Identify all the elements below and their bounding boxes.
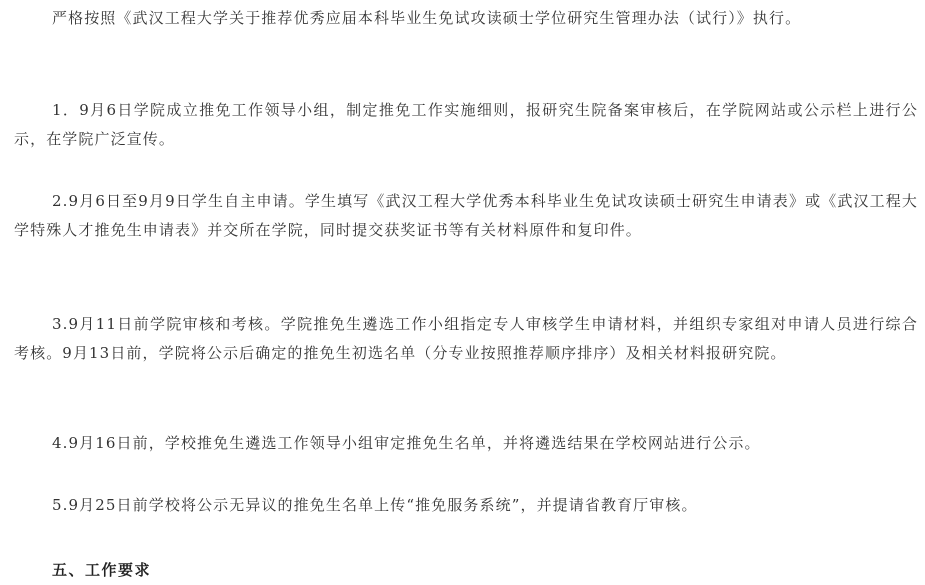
step-1-paragraph: 1．9月6日学院成立推免工作领导小组，制定推免工作实施细则，报研究生院备案审核后，在学院网站或公示栏上进行公示，在学院广泛宣传。: [14, 101, 918, 148]
step-5-paragraph: 5.9月25日前学校将公示无异议的推免生名单上传“推免服务系统”，并提请省教育厅审核。: [52, 496, 698, 514]
step-2-paragraph: 2.9月6日至9月9日学生自主申请。学生填写《武汉工程大学优秀本科毕业生免试攻读硕士研究生申请表》或《武汉工程大学特殊人才推免生申请表》并交所在学院，同时提交获奖证书等有关材料原件和复印件。: [14, 192, 918, 239]
intro-paragraph: 严格按照《武汉工程大学关于推荐优秀应届本科毕业生免试攻读硕士学位研究生管理办法（试行）》执行。: [52, 9, 802, 27]
step-4-paragraph: 4.9月16日前，学校推免生遴选工作领导小组审定推免生名单，并将遴选结果在学校网站进行公示。: [52, 434, 761, 452]
step-3-paragraph: 3.9月11日前学院审核和考核。学院推免生遴选工作小组指定专人审核学生申请材料，并组织专家组对申请人员进行综合考核。9月13日前，学院将公示后确定的推免生初选名单（分专业按照推荐顺序排序）及相关材料报研究院。: [14, 315, 918, 362]
section-heading: 五、工作要求: [52, 561, 152, 579]
